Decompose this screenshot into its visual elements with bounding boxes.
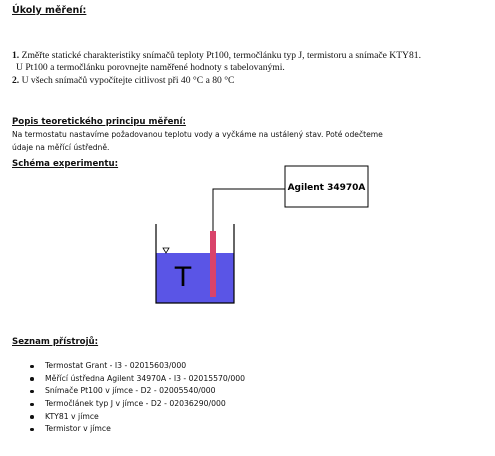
bullet-icon — [30, 428, 34, 432]
bullet-icon — [30, 403, 34, 407]
probe-cable — [213, 189, 285, 231]
instrument-item — [30, 398, 245, 411]
task-line: U Pt100 a termočlánku porovnejte naměřené hodnoty s tabelovanými. — [16, 62, 285, 74]
theory-line: Na termostatu nastavíme požadovanou teplotu vody a vyčkáme na ustálený stav. Poté odečteme — [12, 130, 383, 139]
theory-line: údaje na měřící ústředně. — [12, 142, 110, 152]
instrument-item — [30, 385, 245, 398]
water-level-marker — [163, 248, 169, 253]
task-number: 1. — [12, 50, 20, 61]
temperature-probe — [210, 231, 216, 297]
task-line: U všech snímačů vypočítejte citlivost při 40 °C a 80 °C — [21, 74, 235, 86]
instrument-text: Měřící ústředna Agilent 34970A - I3 - 02015570/000 — [45, 373, 246, 383]
instrument-item — [30, 411, 245, 424]
instrument-label: Agilent 34970A — [287, 183, 366, 193]
bullet-icon — [30, 415, 34, 419]
bath-temperature-label: T — [174, 262, 192, 293]
instrument-item — [30, 423, 245, 436]
task-line: Změřte statické charakteristiky snímačů teploty Pt100, termočlánku typ J, termistoru a snímače KTY81. — [21, 50, 421, 61]
instrument-text: Snímače Pt100 v jímce - D2 - 02005540/000 — [45, 386, 216, 396]
instrument-text: KTY81 v jímce — [45, 411, 99, 421]
schema-heading: Schéma experimentu: — [12, 159, 119, 169]
tasks-heading: Úkoly měření: — [12, 5, 87, 16]
instrument-text: Termostat Grant - I3 - 02015603/000 — [45, 361, 187, 370]
instrument-text: Termočlánek typ J v jímce - D2 - 02036290/000 — [45, 399, 226, 409]
instrument-item — [30, 373, 245, 386]
instrument-item — [30, 360, 245, 373]
instruments-heading: Seznam přístrojů: — [12, 337, 99, 347]
task-number: 2. — [12, 74, 20, 86]
instruments-list — [30, 360, 245, 436]
bullet-icon — [30, 390, 34, 394]
bullet-icon — [30, 377, 34, 381]
bullet-icon — [30, 365, 34, 369]
water-fill — [156, 253, 234, 303]
instrument-text: Termistor v jímce — [45, 424, 111, 434]
theory-heading: Popis teoretického principu měření: — [12, 117, 186, 127]
